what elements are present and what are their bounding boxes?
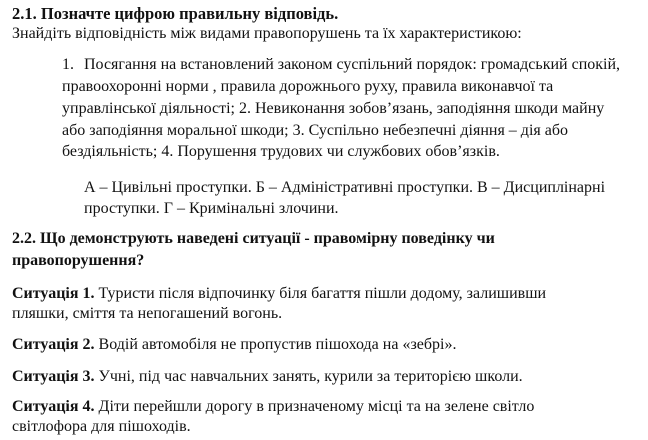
task1-options-line: проступки. Г – Кримінальні злочини. — [84, 200, 339, 217]
situation-4-continuation: світлофора для пішоходів. — [12, 418, 191, 435]
task1-options-line: А – Цивільні проступки. Б – Адміністративні проступки. В – Дисциплінарні — [84, 179, 606, 196]
task1-item-line: бездіяльність; 4. Порушення трудових чи службових обов’язків. — [62, 143, 500, 160]
situation-4 — [12, 397, 534, 417]
task1-item-line: Посягання на встановлений законом суспільний порядок: громадський спокій, — [84, 56, 621, 73]
situation-text: Учні, під час навчальних занять, курили за територією школи. — [94, 368, 523, 385]
situation-text: Туристи після відпочинку біля багаття пішли додому, залишивши — [94, 285, 547, 302]
task1-item-line: або заподіяння моральної шкоди; 3. Суспільно небезпечні діяння – дія або — [62, 122, 568, 139]
situation-1-continuation: пляшки, сміття та непогашений вогонь. — [12, 305, 283, 322]
situation-3 — [12, 367, 523, 387]
situation-1 — [12, 284, 546, 304]
situation-label: Ситуація 2. — [12, 336, 95, 353]
task1-instruction: Знайдіть відповідність між видами правопорушень та їх характеристикою: — [12, 25, 522, 42]
task1-item-line: правоохоронні норми , правила дорожнього руху, правила виконавчої та — [62, 78, 554, 95]
task1-item-line: управлінської діяльності; 2. Невиконання зобов’язань, заподіяння шкоди майну — [62, 100, 605, 117]
situation-label: Ситуація 4. — [12, 398, 95, 415]
task2-heading-line: правопорушення? — [12, 252, 145, 269]
task2-heading-line: 2.2. Що демонструють наведені ситуації - правомірну поведінку чи — [12, 230, 495, 247]
situation-text: Діти перейшли дорогу в призначеному місці та на зелене світло — [94, 398, 535, 415]
situation-label: Ситуація 1. — [12, 285, 95, 302]
task1-item-number: 1. — [62, 56, 74, 73]
task1-heading: 2.1. Позначте цифрою правильну відповідь. — [12, 4, 339, 23]
situation-label: Ситуація 3. — [12, 368, 95, 385]
situation-text: Водій автомобіля не пропустив пішохода на «зебрі». — [94, 336, 457, 353]
situation-2 — [12, 335, 456, 355]
